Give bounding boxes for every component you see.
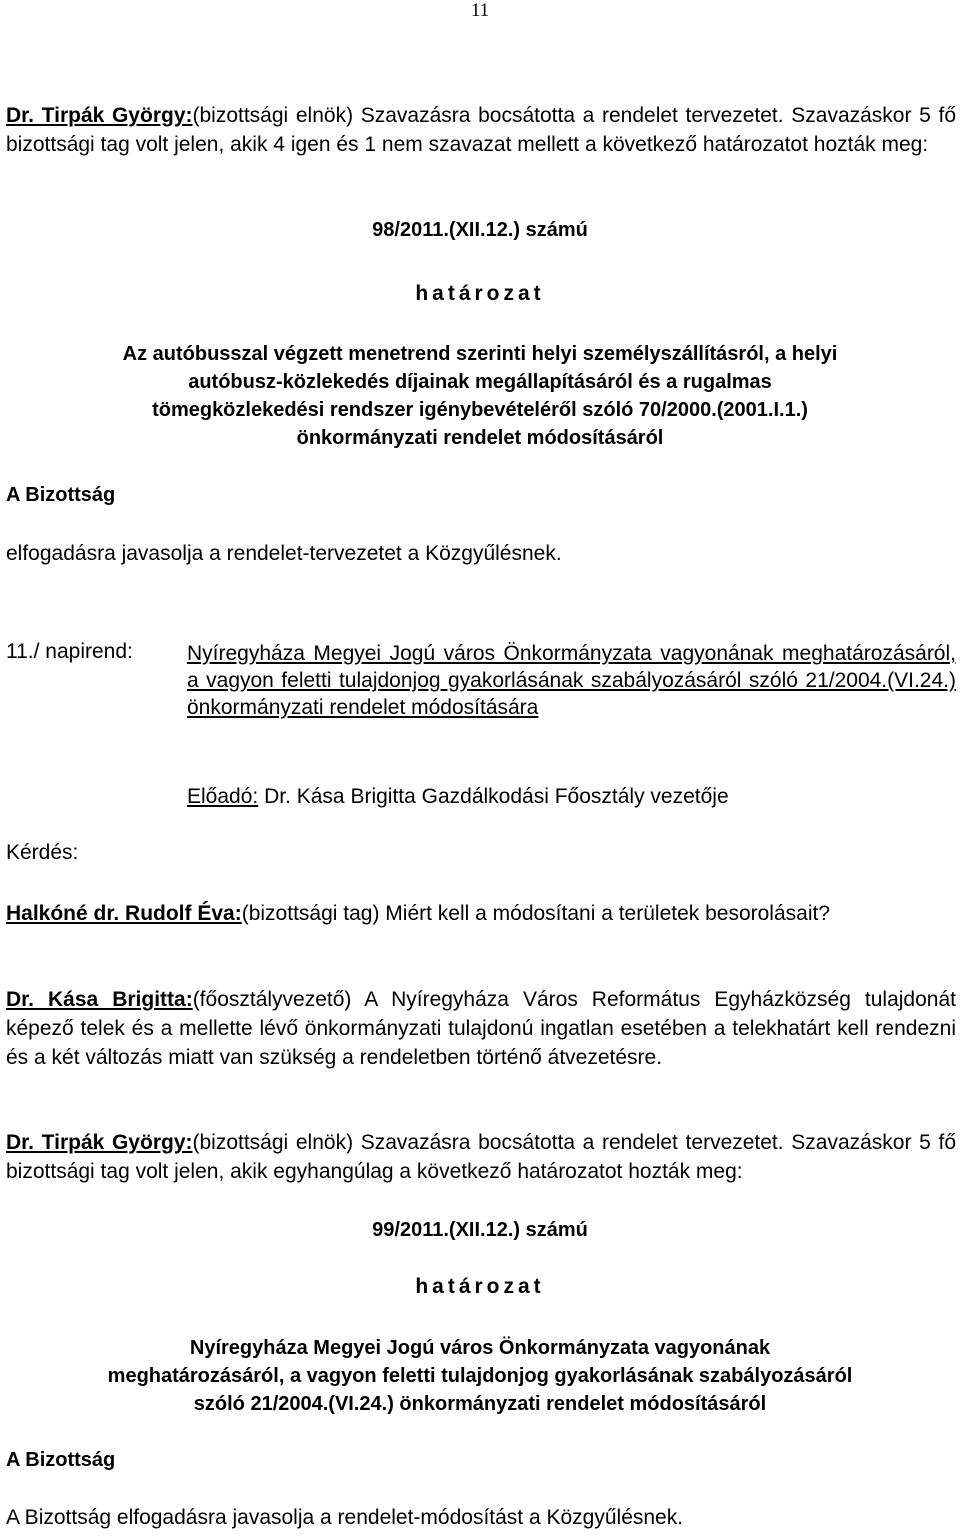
speaker-name: Halkóné dr. Rudolf Éva: xyxy=(6,902,242,925)
resolution-title-line: autóbusz-közlekedés díjainak megállapításáról és a rugalmas xyxy=(188,371,772,393)
page-number: 11 xyxy=(470,0,490,21)
paragraph-text: (bizottsági elnök) Szavazásra bocsátotta a rendelet tervezetet. Szavazáskor 5 fő bizottsági tag volt jelen, akik egyhangúlag a következő határozatot hozták meg: xyxy=(6,1131,956,1183)
committee-heading: A Bizottság xyxy=(6,1449,116,1471)
agenda-label: 11./ napirend: xyxy=(6,640,133,663)
committee-heading: A Bizottság xyxy=(6,484,116,506)
speaker-name: Dr. Kása Brigitta: xyxy=(6,988,193,1011)
paragraph-chair-vote-2 xyxy=(6,1128,956,1186)
questions-label: Kérdés: xyxy=(6,841,79,864)
presenter xyxy=(187,785,729,809)
resolution-title xyxy=(0,340,960,452)
paragraph-text: (főosztályvezető) A Nyíregyháza Város Református Egyházközség tulajdonát képező telek és a mellette lévő önkormányzati tulajdonú ingatlan esetében a telekhatárt kell rendezni és a két változás miatt van szükség a rendeletben történő átvezetésre. xyxy=(6,988,956,1069)
resolution-title-line: Nyíregyháza Megyei Jogú város Önkormányzata vagyonának xyxy=(189,1337,771,1359)
presenter-name: Dr. Kása Brigitta Gazdálkodási Főosztály vezetője xyxy=(258,785,729,808)
paragraph-member-question xyxy=(6,899,956,928)
resolution-title-line: tömegközlekedési rendszer igénybevételéről szóló 70/2000.(2001.I.1.) xyxy=(152,399,808,421)
paragraph-chair-vote-1 xyxy=(6,101,956,159)
presenter-label: Előadó: xyxy=(187,785,259,808)
committee-decision: elfogadásra javasolja a rendelet-tervezetet a Közgyűlésnek. xyxy=(6,542,562,565)
paragraph-answer xyxy=(6,985,956,1072)
paragraph-text: (bizottsági tag) Miért kell a módosítani a területek besorolásait? xyxy=(241,902,831,925)
resolution-label: határozat xyxy=(415,1275,545,1298)
resolution-title-line: szóló 21/2004.(VI.24.) önkormányzati rendelet módosításáról xyxy=(193,1393,767,1415)
resolution-title-line: Az autóbusszal végzett menetrend szerinti helyi személyszállításról, a helyi xyxy=(122,343,838,365)
speaker-name: Dr. Tirpák György: xyxy=(6,1131,193,1154)
resolution-number: 99/2011.(XII.12.) számú xyxy=(372,1219,588,1241)
resolution-number: 98/2011.(XII.12.) számú xyxy=(372,219,588,241)
speaker-name: Dr. Tirpák György: xyxy=(6,104,193,127)
paragraph-text: (bizottsági elnök) Szavazásra bocsátotta a rendelet tervezetet. Szavazáskor 5 fő bizottsági tag volt jelen, akik 4 igen és 1 nem szavazat mellett a következő határozatot hozták meg: xyxy=(6,104,956,156)
committee-decision: A Bizottság elfogadásra javasolja a rendelet-módosítást a Közgyűlésnek. xyxy=(6,1506,684,1529)
resolution-label: határozat xyxy=(415,282,545,305)
resolution-title xyxy=(0,1334,960,1418)
resolution-title-line: önkormányzati rendelet módosításáról xyxy=(296,427,664,449)
agenda-title: Nyíregyháza Megyei Jogú város Önkormányzata vagyonának meghatározásáról, a vagyon feletti tulajdonjog gyakorlásának szabályozásáról szóló 21/2004.(VI.24.) önkormányzati rendelet módosítására xyxy=(187,642,956,719)
resolution-title-line: meghatározásáról, a vagyon feletti tulajdonjog gyakorlásának szabályozásáról xyxy=(107,1365,853,1387)
